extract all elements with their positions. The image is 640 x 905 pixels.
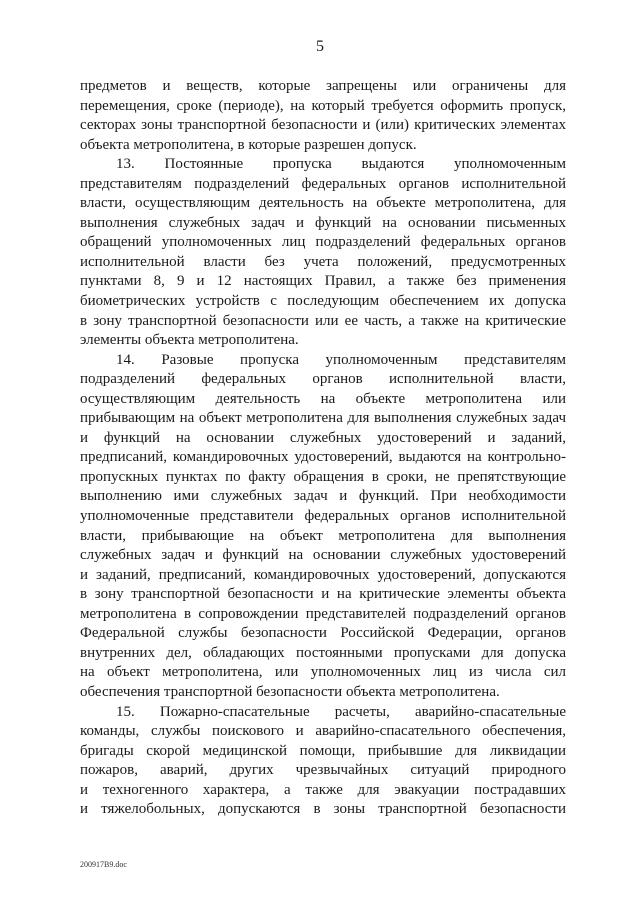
text-line: выполнения служебных задач и функций на основании письменных (80, 214, 566, 231)
text-line: пожаров, аварий, других чрезвычайных ситуаций природного (80, 762, 566, 779)
text-line: на объект метрополитена, или уполномоченных лиц из числа сил (80, 664, 566, 681)
text-line: власти, осуществляющим деятельность на объекте метрополитена, для (80, 195, 566, 212)
text-line: секторах зоны транспортной безопасности и (или) критических элементах (80, 117, 566, 134)
text-line: бригады скорой медицинской помощи, прибывшие для ликвидации (80, 742, 566, 759)
paragraph-first-line: 15. Пожарно-спасательные расчеты, аварийно-спасательные (116, 703, 566, 720)
paragraph-first-line: 13. Постоянные пропуска выдаются уполномоченным (116, 156, 566, 173)
text-line: представителям подразделений федеральных органов исполнительной (80, 175, 566, 192)
text-line: осуществляющим деятельность на объекте метрополитена или (80, 390, 566, 407)
document-filename: 200917B9.doc (80, 860, 127, 869)
text-line: пропускных пунктах по факту обращения в сроки, не препятствующие (80, 468, 566, 485)
text-line: в зону транспортной безопасности или ее часть, а также на критические (80, 312, 566, 329)
text-line: в зону транспортной безопасности и на критические элементы объекта (80, 586, 566, 603)
text-line: подразделений федеральных органов исполнительной власти, (80, 371, 566, 388)
text-line: пунктами 8, 9 и 12 настоящих Правил, а также без применения (80, 273, 566, 290)
text-line: уполномоченные представители федеральных органов исполнительной (80, 508, 566, 525)
paragraph-first-line: 14. Разовые пропуска уполномоченным представителям (116, 351, 566, 368)
text-line: и функций на основании служебных удостоверений и заданий, (80, 429, 566, 446)
text-line: предписаний, командировочных удостоверений, выдаются на контрольно- (80, 449, 566, 466)
text-line: команды, службы поискового и аварийно-спасательного обеспечения, (80, 723, 566, 740)
text-line: внутренних дел, обладающих постоянными пропусками для допуска (80, 644, 566, 661)
page-number: 5 (316, 38, 324, 55)
text-line: предметов и веществ, которые запрещены или ограничены для (80, 78, 566, 94)
document-body (80, 77, 566, 820)
text-line: метрополитена в сопровождении представителей подразделений органов (80, 605, 566, 622)
text-line: и заданий, предписаний, командировочных удостоверений, допускаются (80, 566, 566, 583)
text-line: выполнению ими служебных задач и функций. При необходимости (80, 488, 566, 505)
text-line: прибывающим на объект метрополитена для выполнения служебных задач (80, 410, 566, 427)
text-line: власти, прибывающие на объект метрополитена для выполнения (80, 527, 566, 544)
text-line: элементы объекта метрополитена. (80, 332, 299, 349)
text-line: перемещения, сроке (периоде), на который требуется оформить пропуск, (80, 97, 566, 114)
text-line: и техногенного характера, а также для эвакуации пострадавших (80, 781, 566, 798)
text-line: обращений уполномоченных лиц подразделений федеральных органов (80, 234, 566, 251)
text-line: Федеральной службы безопасности Российской Федерации, органов (80, 625, 566, 642)
text-line: обеспечения транспортной безопасности объекта метрополитена. (80, 683, 500, 700)
text-line: исполнительной власти без учета положений, предусмотренных (80, 253, 566, 270)
text-line: объекта метрополитена, в которые разрешен допуск. (80, 136, 417, 153)
text-line: и тяжелобольных, допускаются в зоны транспортной безопасности (80, 801, 566, 818)
text-line: служебных задач и функций на основании служебных удостоверений (80, 547, 566, 564)
text-line: биометрических устройств с последующим обеспечением их допуска (80, 293, 566, 310)
